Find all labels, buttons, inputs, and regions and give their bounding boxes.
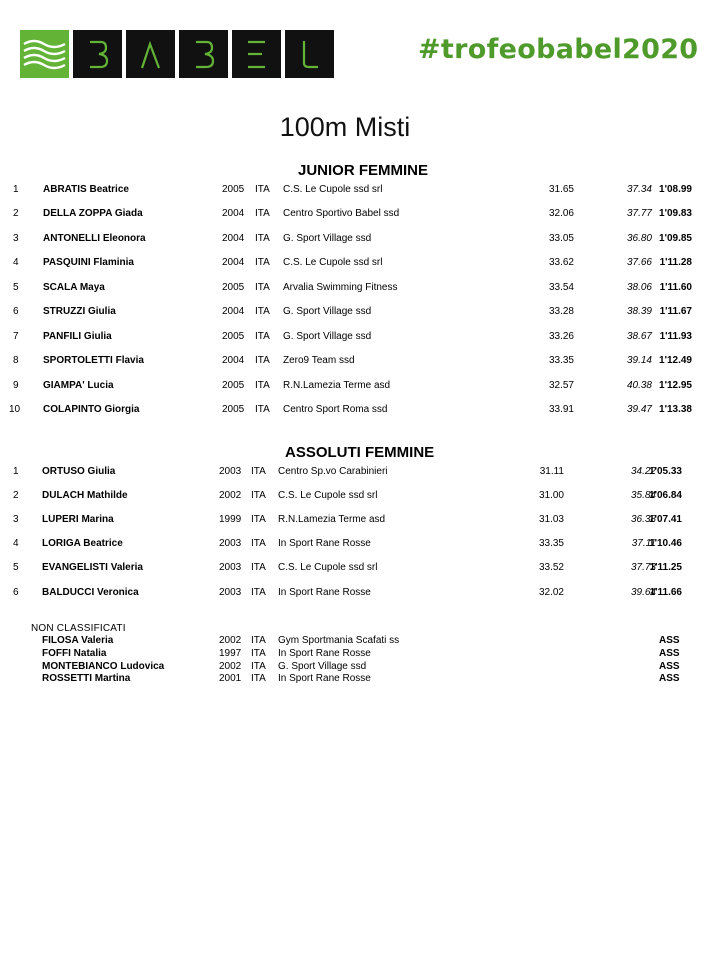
rank-cell: 7	[13, 330, 19, 342]
athlete-name: MONTEBIANCO Ludovica	[42, 660, 165, 672]
section-title-assoluti: ASSOLUTI FEMMINE	[285, 444, 435, 461]
rank-cell: 3	[13, 232, 19, 244]
birth-year: 2002	[219, 635, 242, 646]
final-time: 1'11.28	[659, 257, 692, 269]
nationality: ITA	[251, 635, 266, 646]
birth-year: 2005	[222, 379, 245, 391]
split-50m: 32.57	[548, 379, 574, 391]
final-time: 1'11.25	[649, 562, 682, 574]
club-name: G. Sport Village ssd	[283, 306, 372, 318]
club-name: Centro Sport Roma ssd	[283, 404, 388, 416]
athlete-name: PANFILI Giulia	[43, 330, 112, 342]
nationality: ITA	[251, 647, 266, 659]
list-item	[0, 635, 720, 648]
rank-cell: 3	[13, 514, 19, 526]
split-100m: 37.11	[631, 538, 656, 550]
nationality: ITA	[251, 466, 266, 477]
athlete-name: DELLA ZOPPA Giada	[43, 208, 143, 220]
club-name: Arvalia Swimming Fitness	[283, 281, 398, 293]
split-100m: 37.73	[630, 562, 656, 574]
rank-cell: 4	[13, 538, 19, 550]
club-name: G. Sport Village ssd	[283, 232, 372, 244]
club-name: In Sport Rane Rosse	[278, 647, 371, 659]
table-row	[0, 380, 720, 398]
split-50m: 33.91	[548, 404, 574, 416]
babel-logo	[20, 30, 334, 78]
final-time: 1'12.95	[659, 379, 692, 391]
birth-year: 1999	[219, 514, 242, 526]
club-name: Zero9 Team ssd	[283, 355, 355, 367]
split-100m: 37.77	[626, 208, 652, 220]
split-100m: 36.38	[630, 514, 656, 526]
final-time: 1'12.49	[659, 355, 692, 367]
club-name: In Sport Rane Rosse	[278, 586, 371, 598]
table-row	[0, 404, 720, 422]
club-name: C.S. Le Cupole ssd srl	[283, 184, 383, 195]
split-50m: 33.52	[538, 562, 564, 574]
nationality: ITA	[251, 586, 266, 598]
birth-year: 2004	[222, 355, 245, 367]
split-50m: 33.26	[548, 330, 574, 342]
athlete-name: PASQUINI Flaminia	[43, 257, 134, 269]
split-100m: 38.39	[626, 306, 652, 318]
split-100m: 39.47	[626, 404, 652, 416]
rank-cell: 5	[13, 562, 19, 574]
rank-cell: 10	[9, 404, 21, 416]
athlete-name: ORTUSO Giulia	[42, 466, 116, 477]
table-row	[0, 538, 720, 556]
split-100m: 39.64	[630, 586, 656, 598]
waves-icon	[20, 30, 69, 78]
split-50m: 31.11	[539, 466, 564, 477]
final-time: 1'11.60	[659, 281, 692, 293]
athlete-name: SCALA Maya	[43, 281, 105, 293]
nationality: ITA	[251, 660, 266, 672]
split-50m: 33.05	[548, 232, 574, 244]
athlete-name: STRUZZI Giulia	[43, 306, 116, 318]
non-classificati-label: NON CLASSIFICATI	[31, 623, 126, 634]
club-name: R.N.Lamezia Terme asd	[278, 514, 386, 526]
split-50m: 33.28	[548, 306, 574, 318]
rank-cell: 8	[13, 355, 19, 367]
split-100m: 40.38	[626, 379, 652, 391]
club-name: Gym Sportmania Scafati ss	[278, 635, 400, 646]
nationality: ITA	[255, 355, 270, 367]
final-time: 1'11.66	[649, 586, 682, 598]
club-name: G. Sport Village ssd	[278, 660, 367, 672]
rank-cell: 1	[13, 466, 19, 477]
nationality: ITA	[255, 306, 270, 318]
athlete-name: COLAPINTO Giorgia	[43, 404, 140, 416]
logo-letter-e	[232, 30, 281, 78]
status-badge: ASS	[659, 635, 680, 646]
table-row	[0, 208, 720, 226]
status-badge: ASS	[659, 673, 680, 685]
club-name: G. Sport Village ssd	[283, 330, 372, 342]
nationality: ITA	[251, 673, 266, 685]
status-badge: ASS	[659, 660, 680, 672]
athlete-name: BALDUCCI Veronica	[42, 586, 139, 598]
split-100m: 36.80	[626, 232, 652, 244]
nationality: ITA	[255, 208, 270, 220]
split-50m: 33.54	[548, 281, 574, 293]
final-time: 1'05.33	[649, 466, 682, 477]
status-badge: ASS	[659, 647, 680, 659]
split-100m: 37.34	[626, 184, 652, 195]
rank-cell: 9	[13, 379, 19, 391]
nationality: ITA	[255, 184, 270, 195]
logo-letter-b1	[73, 30, 122, 78]
split-100m: 39.14	[626, 355, 652, 367]
split-50m: 31.03	[538, 514, 564, 526]
final-time: 1'10.46	[649, 538, 682, 550]
nationality: ITA	[251, 562, 266, 574]
logo-letter-l	[285, 30, 334, 78]
athlete-name: LUPERI Marina	[42, 514, 114, 526]
birth-year: 1997	[219, 647, 242, 659]
final-time: 1'08.99	[659, 184, 692, 195]
final-time: 1'11.93	[659, 330, 692, 342]
birth-year: 2003	[219, 562, 242, 574]
final-time: 1'09.83	[659, 208, 692, 220]
list-item	[0, 648, 720, 661]
split-50m: 33.62	[548, 257, 574, 269]
club-name: C.S. Le Cupole ssd srl	[278, 490, 378, 502]
split-50m: 31.65	[548, 184, 574, 195]
club-name: C.S. Le Cupole ssd srl	[278, 562, 378, 574]
split-100m: 37.66	[626, 257, 652, 269]
birth-year: 2005	[222, 404, 245, 416]
nationality: ITA	[255, 281, 270, 293]
rank-cell: 2	[13, 208, 19, 220]
hashtag: #trofeobabel2020	[418, 34, 699, 65]
page-title: 100m Misti	[279, 112, 411, 142]
nationality: ITA	[251, 490, 266, 502]
list-item	[0, 661, 720, 674]
athlete-name: DULACH Mathilde	[42, 490, 128, 502]
nationality: ITA	[251, 538, 266, 550]
final-time: 1'09.85	[659, 232, 692, 244]
table-row	[0, 355, 720, 373]
rank-cell: 6	[13, 586, 19, 598]
birth-year: 2004	[222, 257, 245, 269]
section-title-junior: JUNIOR FEMMINE	[298, 162, 429, 179]
final-time: 1'13.38	[659, 404, 692, 416]
table-row	[0, 514, 720, 532]
list-item	[0, 673, 720, 686]
athlete-name: SPORTOLETTI Flavia	[43, 355, 144, 367]
split-50m: 32.06	[548, 208, 574, 220]
split-50m: 31.00	[538, 490, 564, 502]
club-name: In Sport Rane Rosse	[278, 538, 371, 550]
birth-year: 2002	[219, 490, 242, 502]
athlete-name: FOFFI Natalia	[42, 647, 107, 659]
rank-cell: 6	[13, 306, 19, 318]
table-row	[0, 233, 720, 251]
split-50m: 33.35	[548, 355, 574, 367]
club-name: In Sport Rane Rosse	[278, 673, 371, 685]
birth-year: 2001	[219, 673, 242, 685]
nationality: ITA	[255, 330, 270, 342]
birth-year: 2002	[219, 660, 242, 672]
athlete-name: ANTONELLI Eleonora	[43, 232, 146, 244]
athlete-name: FILOSA Valeria	[42, 635, 114, 646]
split-100m: 38.67	[626, 330, 652, 342]
table-row	[0, 587, 720, 605]
final-time: 1'06.84	[649, 490, 682, 502]
nationality: ITA	[255, 257, 270, 269]
rank-cell: 5	[13, 281, 19, 293]
athlete-name: GIAMPA' Lucia	[43, 379, 114, 391]
club-name: Centro Sp.vo Carabinieri	[278, 466, 388, 477]
nationality: ITA	[255, 379, 270, 391]
split-100m: 38.06	[626, 281, 652, 293]
birth-year: 2003	[219, 538, 242, 550]
nationality: ITA	[251, 514, 266, 526]
athlete-name: LORIGA Beatrice	[42, 538, 123, 550]
birth-year: 2005	[222, 330, 245, 342]
athlete-name: ABRATIS Beatrice	[43, 184, 129, 195]
birth-year: 2004	[222, 232, 245, 244]
table-row	[0, 490, 720, 508]
birth-year: 2003	[219, 586, 242, 598]
nationality: ITA	[255, 232, 270, 244]
split-50m: 33.35	[538, 538, 564, 550]
table-row	[0, 306, 720, 324]
club-name: C.S. Le Cupole ssd srl	[283, 257, 383, 269]
final-time: 1'07.41	[649, 514, 682, 526]
logo-letter-b2	[179, 30, 228, 78]
final-time: 1'11.67	[659, 306, 692, 318]
table-row	[0, 282, 720, 300]
birth-year: 2005	[222, 281, 245, 293]
rank-cell: 4	[13, 257, 19, 269]
birth-year: 2004	[222, 208, 245, 220]
nationality: ITA	[255, 404, 270, 416]
split-100m: 34.22	[630, 466, 656, 477]
logo-letter-a	[126, 30, 175, 78]
table-row	[0, 466, 720, 484]
birth-year: 2004	[222, 306, 245, 318]
club-name: R.N.Lamezia Terme asd	[283, 379, 391, 391]
rank-cell: 2	[13, 490, 19, 502]
birth-year: 2005	[222, 184, 245, 195]
club-name: Centro Sportivo Babel ssd	[283, 208, 400, 220]
athlete-name: ROSSETTI Martina	[42, 673, 131, 685]
birth-year: 2003	[219, 466, 242, 477]
table-row	[0, 184, 720, 202]
table-row	[0, 331, 720, 349]
table-row	[0, 562, 720, 580]
rank-cell: 1	[13, 184, 19, 195]
split-50m: 32.02	[538, 586, 564, 598]
table-row	[0, 257, 720, 275]
split-100m: 35.84	[630, 490, 656, 502]
athlete-name: EVANGELISTI Valeria	[42, 562, 143, 574]
